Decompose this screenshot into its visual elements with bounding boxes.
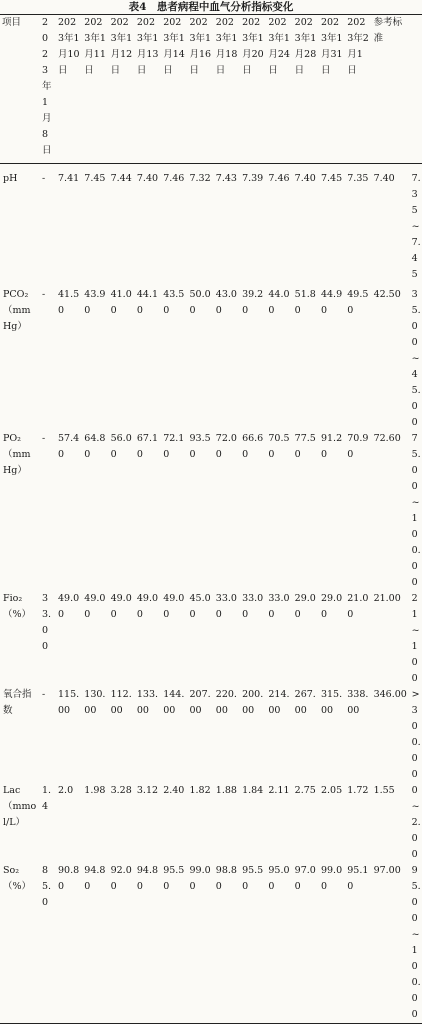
table-cell: 21.00 <box>347 593 369 620</box>
table-cell: 72.60 <box>373 433 401 444</box>
table-cell: 7.45 <box>320 173 343 184</box>
table-cell: 2.05 <box>320 785 343 796</box>
table-cell: 7.40 <box>294 173 316 184</box>
column-header-date: 2023年1月8日 <box>42 17 52 156</box>
table-cell: 7.41 <box>58 173 80 184</box>
row-label: 氧合指数 <box>3 689 32 716</box>
table-cell: 144.00 <box>163 689 185 716</box>
column-header-date: 2023年1月31日 <box>320 17 343 76</box>
header-row <box>0 15 422 164</box>
table-cell: 57.40 <box>58 433 80 460</box>
table-cell: 93.50 <box>189 433 211 460</box>
table-cell: 49.00 <box>110 593 132 620</box>
column-header-date: 2023年1月13日 <box>136 17 159 76</box>
table-cell: 33.00 <box>242 593 264 620</box>
table-cell: 346.00 <box>373 689 407 700</box>
table-cell: 3.28 <box>110 785 132 796</box>
table-cell: 200.00 <box>242 689 264 716</box>
table-cell: 45.00 <box>189 593 211 620</box>
table-cell: 41.00 <box>110 289 132 316</box>
table-cell: 97.00 <box>294 865 316 892</box>
column-header-date: 2023年1月28日 <box>294 17 317 76</box>
reference-cell: 35.00~45.00 <box>411 289 421 428</box>
table-cell: 7.45 <box>84 173 106 184</box>
table-row-oxygenation-index <box>0 687 422 783</box>
table-cell: 44.10 <box>136 289 159 316</box>
column-header-date: 2023年1月20日 <box>242 17 264 76</box>
column-header-reference: 参考标准 <box>373 17 403 44</box>
column-header-date: 2023年1月14日 <box>163 17 185 76</box>
table-cell: 7.43 <box>215 173 237 184</box>
row-label: PO₂（mmHg） <box>3 433 31 476</box>
table-cell: 97.00 <box>373 865 401 876</box>
table-cell: - <box>42 289 46 300</box>
reference-cell: 75.00~100.00 <box>411 433 421 588</box>
table-cell: 70.50 <box>268 433 290 460</box>
table-cell: 29.00 <box>294 593 316 620</box>
row-label: Fio₂（%） <box>3 593 32 620</box>
table-cell: 220.00 <box>215 689 237 716</box>
table-cell: 44.00 <box>268 289 290 316</box>
table-cell: 44.90 <box>320 289 343 316</box>
table-cell: 33.00 <box>42 593 52 652</box>
table-cell: 43.00 <box>215 289 237 316</box>
table-cell: 29.00 <box>320 593 343 620</box>
table-cell: 95.50 <box>242 865 264 892</box>
table-caption: 表4 患者病程中血气分析指标变化 <box>128 1 294 13</box>
row-label: Lac（mmol/L） <box>3 785 37 828</box>
reference-cell: 7.35~7.45 <box>411 173 421 280</box>
table-cell: 49.50 <box>347 289 369 316</box>
table-cell: 1.84 <box>242 785 264 796</box>
table-row-ph <box>0 164 422 284</box>
table-cell: 7.39 <box>242 173 264 184</box>
table-cell: 7.32 <box>189 173 211 184</box>
reference-cell: >300.00 <box>411 689 421 780</box>
table-cell: 1.88 <box>215 785 237 796</box>
table-cell: 99.00 <box>189 865 211 892</box>
table-cell: 1.82 <box>189 785 211 796</box>
table-cell: 133.00 <box>136 689 159 716</box>
table-cell: 94.80 <box>136 865 159 892</box>
row-label: PCO₂（mmHg） <box>3 289 31 332</box>
reference-cell: 95.00~100.00 <box>411 865 421 1020</box>
column-header-item: 项目 <box>2 17 22 28</box>
table-cell: 1.98 <box>84 785 106 796</box>
column-header-date: 2023年1月16日 <box>189 17 212 76</box>
table-cell: 7.40 <box>136 173 159 184</box>
table-cell: 115.00 <box>58 689 80 716</box>
table-row-lac <box>0 783 422 863</box>
table-cell: 98.80 <box>215 865 237 892</box>
table-cell: 1.72 <box>347 785 369 796</box>
table-cell: 207.00 <box>189 689 211 716</box>
table-cell: 1.55 <box>373 785 395 796</box>
table-cell: 43.90 <box>84 289 106 316</box>
table-cell: 91.20 <box>320 433 343 460</box>
table-row-po2 <box>0 431 422 591</box>
table-cell: 7.46 <box>163 173 185 184</box>
table-cell: 49.00 <box>84 593 106 620</box>
table-cell: 43.50 <box>163 289 185 316</box>
table-cell: 51.80 <box>294 289 316 316</box>
table-cell: 90.80 <box>58 865 80 892</box>
table-cell: 66.60 <box>242 433 264 460</box>
table-cell: 7.46 <box>268 173 290 184</box>
table-cell: 33.00 <box>268 593 290 620</box>
table-cell: 49.00 <box>58 593 80 620</box>
column-header-date: 2023年1月11日 <box>84 17 106 76</box>
table-cell: - <box>42 689 46 700</box>
table-cell: 7.40 <box>373 173 395 184</box>
table-cell: 338.00 <box>347 689 369 716</box>
table-cell: 2.40 <box>163 785 185 796</box>
table-cell: 214.00 <box>268 689 290 716</box>
table-cell: 33.00 <box>215 593 237 620</box>
table-cell: 7.35 <box>347 173 369 184</box>
table-cell: 94.80 <box>84 865 106 892</box>
table-cell: 50.00 <box>189 289 211 316</box>
table-cell: - <box>42 173 46 184</box>
column-header-date: 2023年1月10日 <box>58 17 80 76</box>
table-cell: 95.50 <box>163 865 185 892</box>
table-row-fio2 <box>0 591 422 687</box>
table-cell: 3.12 <box>136 785 159 796</box>
table-cell: 2.11 <box>268 785 290 796</box>
table-cell: 56.00 <box>110 433 132 460</box>
table-cell: 267.00 <box>294 689 316 716</box>
table-cell: 41.50 <box>58 289 80 316</box>
table-cell: 72.00 <box>215 433 237 460</box>
column-header-date: 2023年2月1日 <box>347 17 369 76</box>
table-cell: 85.0 <box>42 865 52 908</box>
table-cell: 49.00 <box>163 593 185 620</box>
table-cell: 70.90 <box>347 433 369 460</box>
table-cell: 21.00 <box>373 593 401 604</box>
table-cell: 112.00 <box>110 689 132 716</box>
table-cell: 2.0 <box>58 785 74 796</box>
table-cell: 64.80 <box>84 433 106 460</box>
column-header-date: 2023年1月18日 <box>215 17 238 76</box>
table-cell: - <box>42 433 46 444</box>
table-cell: 39.20 <box>242 289 264 316</box>
table-cell: 1.4 <box>42 785 52 812</box>
table-cell: 315.00 <box>320 689 343 716</box>
table-row-so2 <box>0 863 422 1024</box>
table-cell: 42.50 <box>373 289 401 300</box>
reference-cell: 21~100 <box>411 593 420 684</box>
table-cell: 130.00 <box>84 689 106 716</box>
row-label: pH <box>3 173 18 184</box>
row-label: So₂（%） <box>3 865 32 892</box>
table-cell: 49.00 <box>136 593 159 620</box>
column-header-date: 2023年1月24日 <box>268 17 290 76</box>
table-cell: 2.75 <box>294 785 316 796</box>
table-row-pco2 <box>0 283 422 431</box>
table-cell: 99.00 <box>320 865 343 892</box>
blood-gas-table <box>0 14 422 1024</box>
table-cell: 72.10 <box>163 433 185 460</box>
reference-cell: 0~2.00 <box>411 785 421 860</box>
column-header-date: 2023年1月12日 <box>110 17 133 76</box>
table-cell: 77.50 <box>294 433 316 460</box>
table-cell: 95.10 <box>347 865 369 892</box>
table-cell: 7.44 <box>110 173 132 184</box>
table-cell: 95.00 <box>268 865 290 892</box>
table-cell: 67.10 <box>136 433 159 460</box>
table-cell: 92.00 <box>110 865 132 892</box>
